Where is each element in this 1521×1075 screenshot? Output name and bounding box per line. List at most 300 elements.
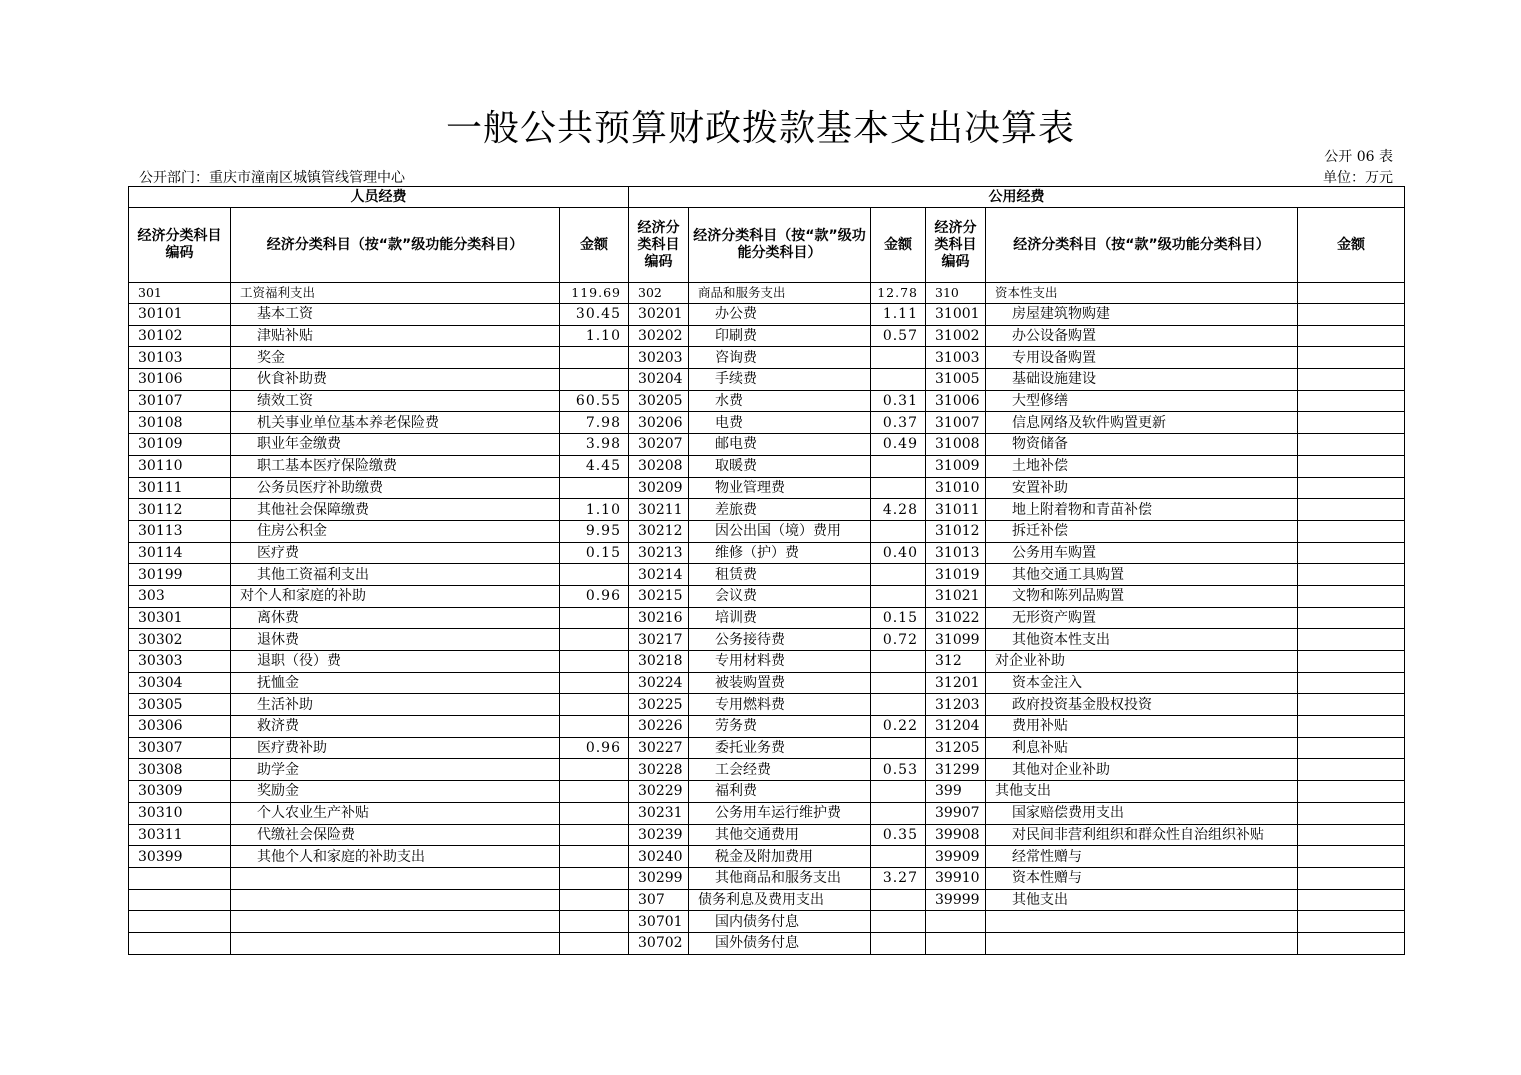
amount-cell <box>1298 607 1405 629</box>
code-cell: 30227 <box>629 737 689 759</box>
amount-cell: 119.69 <box>560 283 629 304</box>
code-cell: 30304 <box>129 672 231 694</box>
name-cell: 费用补贴 <box>986 716 1298 738</box>
amount-cell: 1.10 <box>560 325 629 347</box>
name-cell: 邮电费 <box>689 434 871 456</box>
amount-cell <box>560 824 629 846</box>
name-cell: 取暖费 <box>689 455 871 477</box>
name-cell: 大型修缮 <box>986 390 1298 412</box>
code-cell: 310 <box>926 283 986 304</box>
code-cell: 31005 <box>926 369 986 391</box>
name-cell: 地上附着物和青苗补偿 <box>986 499 1298 521</box>
code-cell: 30214 <box>629 564 689 586</box>
code-cell: 30102 <box>129 325 231 347</box>
name-cell: 税金及附加费用 <box>689 846 871 868</box>
table-row <box>129 846 1405 868</box>
name-cell: 其他支出 <box>986 781 1298 803</box>
name-cell: 其他支出 <box>986 889 1298 911</box>
name-cell: 其他对企业补助 <box>986 759 1298 781</box>
name-cell: 救济费 <box>231 716 560 738</box>
code-cell: 301 <box>129 283 231 304</box>
amount-cell: 1.11 <box>871 304 926 326</box>
name-cell: 基础设施建设 <box>986 369 1298 391</box>
name-cell: 职业年金缴费 <box>231 434 560 456</box>
name-cell: 物资储备 <box>986 434 1298 456</box>
amount-cell <box>1298 412 1405 434</box>
code-cell: 30228 <box>629 759 689 781</box>
name-cell: 退职（役）费 <box>231 651 560 673</box>
table-row <box>129 781 1405 803</box>
name-cell <box>231 867 560 889</box>
amount-cell: 4.45 <box>560 455 629 477</box>
amount-cell <box>1298 932 1405 954</box>
code-cell: 30306 <box>129 716 231 738</box>
table-row <box>129 889 1405 911</box>
name-cell: 专用材料费 <box>689 651 871 673</box>
name-cell: 政府投资基金股权投资 <box>986 694 1298 716</box>
code-cell: 30301 <box>129 607 231 629</box>
name-cell: 水费 <box>689 390 871 412</box>
code-cell: 30206 <box>629 412 689 434</box>
amount-cell <box>560 672 629 694</box>
name-cell: 国内债务付息 <box>689 911 871 933</box>
amount-cell: 60.55 <box>560 390 629 412</box>
amount-cell <box>560 802 629 824</box>
code-cell: 30209 <box>629 477 689 499</box>
table-row <box>129 932 1405 954</box>
code-cell: 30299 <box>629 867 689 889</box>
name-cell: 奖励金 <box>231 781 560 803</box>
name-cell: 电费 <box>689 412 871 434</box>
name-cell: 奖金 <box>231 347 560 369</box>
code-cell: 30702 <box>629 932 689 954</box>
amount-cell <box>1298 564 1405 586</box>
amount-cell <box>1298 781 1405 803</box>
table-row <box>129 737 1405 759</box>
table-row <box>129 867 1405 889</box>
name-cell: 工会经费 <box>689 759 871 781</box>
name-cell: 其他交通工具购置 <box>986 564 1298 586</box>
name-cell: 其他工资福利支出 <box>231 564 560 586</box>
code-cell: 39909 <box>926 846 986 868</box>
code-cell: 30225 <box>629 694 689 716</box>
amount-cell <box>1298 283 1405 304</box>
name-cell: 对个人和家庭的补助 <box>231 585 560 607</box>
table-row <box>129 499 1405 521</box>
name-cell: 商品和服务支出 <box>689 283 871 304</box>
name-cell: 房屋建筑物购建 <box>986 304 1298 326</box>
code-cell: 30305 <box>129 694 231 716</box>
code-cell: 30207 <box>629 434 689 456</box>
name-cell: 医疗费补助 <box>231 737 560 759</box>
code-cell: 31205 <box>926 737 986 759</box>
header-amount: 金额 <box>871 208 926 283</box>
table-row <box>129 304 1405 326</box>
name-cell: 生活补助 <box>231 694 560 716</box>
name-cell: 对民间非营利组织和群众性自治组织补贴 <box>986 824 1298 846</box>
code-cell: 30217 <box>629 629 689 651</box>
code-cell: 312 <box>926 651 986 673</box>
code-cell <box>926 911 986 933</box>
name-cell: 国外债务付息 <box>689 932 871 954</box>
code-cell: 30311 <box>129 824 231 846</box>
code-cell: 30202 <box>629 325 689 347</box>
table-row <box>129 585 1405 607</box>
name-cell: 基本工资 <box>231 304 560 326</box>
amount-cell <box>871 932 926 954</box>
amount-cell: 0.96 <box>560 737 629 759</box>
name-cell: 印刷费 <box>689 325 871 347</box>
amount-cell <box>871 564 926 586</box>
code-cell: 31010 <box>926 477 986 499</box>
amount-cell: 0.57 <box>871 325 926 347</box>
name-cell: 津贴补贴 <box>231 325 560 347</box>
amount-cell <box>1298 911 1405 933</box>
code-cell: 30201 <box>629 304 689 326</box>
amount-cell <box>560 369 629 391</box>
expenditure-table <box>128 186 1405 955</box>
name-cell: 其他个人和家庭的补助支出 <box>231 846 560 868</box>
header-name: 经济分类科目（按“款”级功能分类科目） <box>986 208 1298 283</box>
name-cell <box>231 911 560 933</box>
amount-cell <box>871 369 926 391</box>
code-cell: 30308 <box>129 759 231 781</box>
amount-cell <box>560 564 629 586</box>
code-cell: 30205 <box>629 390 689 412</box>
name-cell <box>986 911 1298 933</box>
amount-cell: 3.98 <box>560 434 629 456</box>
code-cell: 31009 <box>926 455 986 477</box>
table-row <box>129 434 1405 456</box>
name-cell: 代缴社会保险费 <box>231 824 560 846</box>
header-code: 经济分类科目编码 <box>926 208 986 283</box>
unit-label: 单位：万元 <box>1323 170 1393 186</box>
amount-cell <box>871 846 926 868</box>
name-cell: 会议费 <box>689 585 871 607</box>
amount-cell <box>871 694 926 716</box>
amount-cell <box>560 932 629 954</box>
amount-cell <box>560 629 629 651</box>
amount-cell <box>1298 499 1405 521</box>
amount-cell <box>560 651 629 673</box>
code-cell: 30701 <box>629 911 689 933</box>
header-amount: 金额 <box>560 208 629 283</box>
code-cell: 31008 <box>926 434 986 456</box>
code-cell: 31013 <box>926 542 986 564</box>
amount-cell <box>871 347 926 369</box>
name-cell: 无形资产购置 <box>986 607 1298 629</box>
code-cell: 30309 <box>129 781 231 803</box>
name-cell: 退休费 <box>231 629 560 651</box>
table-row <box>129 390 1405 412</box>
code-cell: 30114 <box>129 542 231 564</box>
name-cell: 劳务费 <box>689 716 871 738</box>
name-cell: 拆迁补偿 <box>986 520 1298 542</box>
page-title: 一般公共预算财政拨款基本支出决算表 <box>445 108 1075 149</box>
table-row <box>129 369 1405 391</box>
amount-cell: 0.53 <box>871 759 926 781</box>
name-cell: 对企业补助 <box>986 651 1298 673</box>
name-cell: 信息网络及软件购置更新 <box>986 412 1298 434</box>
table-row <box>129 694 1405 716</box>
table-row <box>129 520 1405 542</box>
table-row <box>129 477 1405 499</box>
header-code: 经济分类科目编码 <box>129 208 231 283</box>
name-cell: 公务员医疗补助缴费 <box>231 477 560 499</box>
name-cell: 绩效工资 <box>231 390 560 412</box>
code-cell: 30112 <box>129 499 231 521</box>
amount-cell <box>560 694 629 716</box>
code-cell: 39910 <box>926 867 986 889</box>
amount-cell <box>1298 434 1405 456</box>
code-cell <box>129 932 231 954</box>
code-cell: 30208 <box>629 455 689 477</box>
name-cell: 办公设备购置 <box>986 325 1298 347</box>
amount-cell <box>1298 390 1405 412</box>
name-cell: 医疗费 <box>231 542 560 564</box>
code-cell: 31006 <box>926 390 986 412</box>
name-cell: 助学金 <box>231 759 560 781</box>
name-cell: 国家赔偿费用支出 <box>986 802 1298 824</box>
name-cell: 利息补贴 <box>986 737 1298 759</box>
name-cell: 离休费 <box>231 607 560 629</box>
amount-cell <box>871 672 926 694</box>
amount-cell <box>871 781 926 803</box>
amount-cell: 12.78 <box>871 283 926 304</box>
amount-cell: 0.15 <box>871 607 926 629</box>
code-cell: 30226 <box>629 716 689 738</box>
code-cell: 30204 <box>629 369 689 391</box>
amount-cell <box>871 889 926 911</box>
code-cell: 31001 <box>926 304 986 326</box>
name-cell: 其他交通费用 <box>689 824 871 846</box>
amount-cell <box>560 846 629 868</box>
name-cell: 其他社会保障缴费 <box>231 499 560 521</box>
code-cell: 30215 <box>629 585 689 607</box>
name-cell: 机关事业单位基本养老保险费 <box>231 412 560 434</box>
amount-cell <box>1298 846 1405 868</box>
table-row <box>129 802 1405 824</box>
amount-cell <box>560 867 629 889</box>
amount-cell: 7.98 <box>560 412 629 434</box>
code-cell: 30107 <box>129 390 231 412</box>
table-row <box>129 651 1405 673</box>
name-cell: 被装购置费 <box>689 672 871 694</box>
code-cell: 30399 <box>129 846 231 868</box>
name-cell: 公务接待费 <box>689 629 871 651</box>
amount-cell: 4.28 <box>871 499 926 521</box>
code-cell: 30199 <box>129 564 231 586</box>
amount-cell <box>1298 694 1405 716</box>
code-cell: 31204 <box>926 716 986 738</box>
section-personnel: 人员经费 <box>129 187 629 208</box>
amount-cell <box>560 759 629 781</box>
name-cell: 公务用车购置 <box>986 542 1298 564</box>
amount-cell: 0.72 <box>871 629 926 651</box>
code-cell: 30203 <box>629 347 689 369</box>
code-cell: 302 <box>629 283 689 304</box>
header-name: 经济分类科目（按“款”级功能分类科目） <box>231 208 560 283</box>
name-cell: 抚恤金 <box>231 672 560 694</box>
name-cell <box>231 932 560 954</box>
amount-cell <box>1298 651 1405 673</box>
amount-cell <box>1298 520 1405 542</box>
code-cell: 31099 <box>926 629 986 651</box>
amount-cell <box>871 737 926 759</box>
code-cell: 30229 <box>629 781 689 803</box>
code-cell: 30302 <box>129 629 231 651</box>
amount-cell <box>1298 867 1405 889</box>
amount-cell: 0.40 <box>871 542 926 564</box>
section-public: 公用经费 <box>629 187 1405 208</box>
amount-cell <box>1298 304 1405 326</box>
name-cell: 租赁费 <box>689 564 871 586</box>
code-cell: 31299 <box>926 759 986 781</box>
code-cell: 31203 <box>926 694 986 716</box>
code-cell: 30224 <box>629 672 689 694</box>
table-row <box>129 412 1405 434</box>
amount-cell <box>1298 542 1405 564</box>
amount-cell <box>1298 477 1405 499</box>
amount-cell <box>1298 824 1405 846</box>
code-cell: 30109 <box>129 434 231 456</box>
name-cell: 专用燃料费 <box>689 694 871 716</box>
amount-cell <box>871 651 926 673</box>
department-label: 公开部门：重庆市潼南区城镇管线管理中心 <box>139 170 405 186</box>
name-cell: 维修（护）费 <box>689 542 871 564</box>
amount-cell <box>1298 369 1405 391</box>
name-cell: 咨询费 <box>689 347 871 369</box>
header-name: 经济分类科目（按“款”级功能分类科目） <box>689 208 871 283</box>
code-cell: 30240 <box>629 846 689 868</box>
amount-cell <box>1298 629 1405 651</box>
amount-cell: 0.37 <box>871 412 926 434</box>
table-row <box>129 672 1405 694</box>
name-cell: 伙食补助费 <box>231 369 560 391</box>
name-cell: 福利费 <box>689 781 871 803</box>
amount-cell <box>1298 455 1405 477</box>
code-cell: 30231 <box>629 802 689 824</box>
code-cell: 30110 <box>129 455 231 477</box>
code-cell: 30103 <box>129 347 231 369</box>
code-cell: 30307 <box>129 737 231 759</box>
code-cell: 31011 <box>926 499 986 521</box>
code-cell: 31012 <box>926 520 986 542</box>
amount-cell <box>1298 889 1405 911</box>
name-cell: 职工基本医疗保险缴费 <box>231 455 560 477</box>
name-cell: 工资福利支出 <box>231 283 560 304</box>
header-amount: 金额 <box>1298 208 1405 283</box>
table-row <box>129 542 1405 564</box>
code-cell: 31201 <box>926 672 986 694</box>
amount-cell <box>560 347 629 369</box>
code-cell: 39908 <box>926 824 986 846</box>
table-row <box>129 347 1405 369</box>
amount-cell: 0.15 <box>560 542 629 564</box>
code-cell: 31019 <box>926 564 986 586</box>
code-cell: 30239 <box>629 824 689 846</box>
code-cell: 307 <box>629 889 689 911</box>
name-cell: 培训费 <box>689 607 871 629</box>
name-cell: 债务利息及费用支出 <box>689 889 871 911</box>
code-cell: 31021 <box>926 585 986 607</box>
code-cell: 30211 <box>629 499 689 521</box>
amount-cell: 0.96 <box>560 585 629 607</box>
amount-cell <box>1298 759 1405 781</box>
amount-cell <box>560 911 629 933</box>
name-cell: 土地补偿 <box>986 455 1298 477</box>
amount-cell: 0.22 <box>871 716 926 738</box>
amount-cell <box>871 520 926 542</box>
name-cell: 其他资本性支出 <box>986 629 1298 651</box>
name-cell: 个人农业生产补贴 <box>231 802 560 824</box>
name-cell: 手续费 <box>689 369 871 391</box>
amount-cell <box>1298 737 1405 759</box>
code-cell <box>129 911 231 933</box>
form-number: 公开 06 表 <box>1324 149 1393 165</box>
code-cell: 31003 <box>926 347 986 369</box>
header-code: 经济分类科目编码 <box>629 208 689 283</box>
code-cell: 30216 <box>629 607 689 629</box>
code-cell: 30310 <box>129 802 231 824</box>
table-row <box>129 607 1405 629</box>
amount-cell: 9.95 <box>560 520 629 542</box>
amount-cell: 0.49 <box>871 434 926 456</box>
name-cell: 因公出国（境）费用 <box>689 520 871 542</box>
amount-cell <box>1298 672 1405 694</box>
amount-cell <box>871 477 926 499</box>
name-cell: 住房公积金 <box>231 520 560 542</box>
name-cell: 办公费 <box>689 304 871 326</box>
code-cell: 30218 <box>629 651 689 673</box>
code-cell: 30111 <box>129 477 231 499</box>
name-cell: 公务用车运行维护费 <box>689 802 871 824</box>
code-cell: 399 <box>926 781 986 803</box>
code-cell: 30106 <box>129 369 231 391</box>
amount-cell <box>1298 585 1405 607</box>
table-row <box>129 629 1405 651</box>
amount-cell <box>871 455 926 477</box>
table-row <box>129 716 1405 738</box>
amount-cell <box>560 477 629 499</box>
code-cell: 30303 <box>129 651 231 673</box>
table-row <box>129 564 1405 586</box>
amount-cell: 30.45 <box>560 304 629 326</box>
name-cell: 资本性赠与 <box>986 867 1298 889</box>
code-cell: 39999 <box>926 889 986 911</box>
amount-cell <box>560 716 629 738</box>
code-cell: 30113 <box>129 520 231 542</box>
amount-cell <box>1298 716 1405 738</box>
amount-cell <box>1298 325 1405 347</box>
amount-cell: 0.35 <box>871 824 926 846</box>
amount-cell <box>871 911 926 933</box>
name-cell: 安置补助 <box>986 477 1298 499</box>
table-row <box>129 759 1405 781</box>
amount-cell <box>871 585 926 607</box>
name-cell: 资本金注入 <box>986 672 1298 694</box>
name-cell: 其他商品和服务支出 <box>689 867 871 889</box>
amount-cell: 0.31 <box>871 390 926 412</box>
table-row <box>129 455 1405 477</box>
amount-cell: 1.10 <box>560 499 629 521</box>
table-row <box>129 325 1405 347</box>
name-cell: 专用设备购置 <box>986 347 1298 369</box>
code-cell: 30101 <box>129 304 231 326</box>
name-cell: 差旅费 <box>689 499 871 521</box>
name-cell: 经常性赠与 <box>986 846 1298 868</box>
amount-cell <box>560 607 629 629</box>
